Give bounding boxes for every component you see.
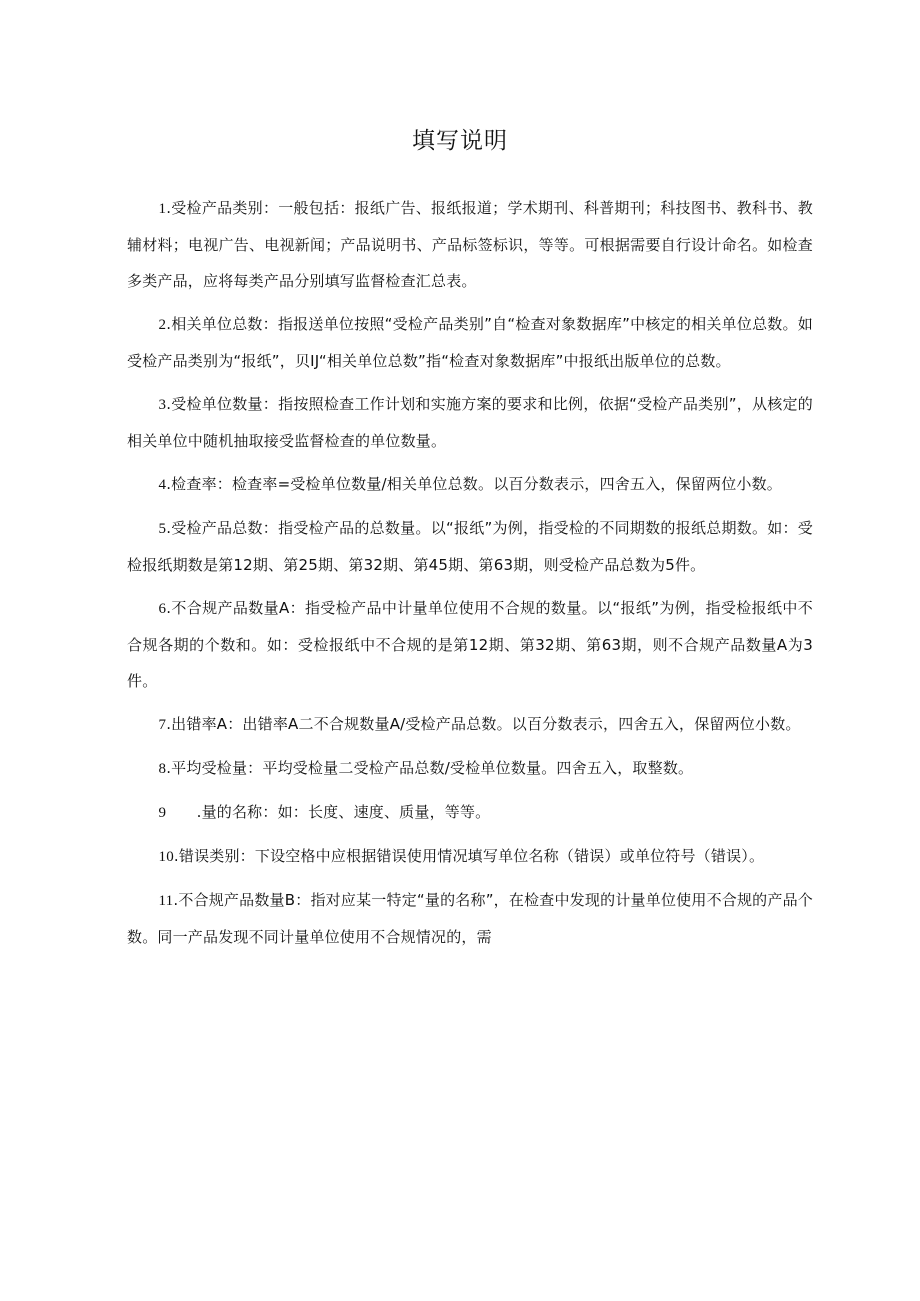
instruction-paragraph-3 xyxy=(127,386,813,459)
paragraph-text: .错误类别：下设空格中应根据错误使用情况填写单位名称（错误）或单位符号（错误）。 xyxy=(173,847,765,865)
paragraph-number: 2 xyxy=(158,317,167,333)
paragraph-number: 5 xyxy=(158,521,167,537)
paragraph-text: .平均受检量：平均受检量二受检产品总数/受检单位数量。四舍五入，取整数。 xyxy=(166,759,694,777)
paragraph-number: 1 xyxy=(158,201,167,217)
instruction-paragraph-2 xyxy=(127,306,813,379)
paragraph-text: .检查率：检查率=受检单位数量/相关单位总数。以百分数表示，四舍五入，保留两位小数。 xyxy=(166,475,782,493)
instruction-paragraph-7 xyxy=(127,706,813,743)
paragraph-text: .不合规产品数量B：指对应某一特定“量的名称”，在检查中发现的计量单位使用不合规的产品个数。同一产品发现不同计量单位使用不合规情况的，需 xyxy=(127,891,813,946)
instruction-paragraph-5 xyxy=(127,510,813,583)
paragraph-number: 3 xyxy=(158,397,167,413)
instruction-paragraph-9 xyxy=(127,794,813,831)
instructions-body xyxy=(127,190,813,962)
page-title: 填写说明 xyxy=(412,128,508,154)
instruction-paragraph-1 xyxy=(127,190,813,299)
paragraph-number: 8 xyxy=(158,761,167,777)
paragraph-text: .量的名称：如：长度、速度、质量，等等。 xyxy=(166,803,491,821)
paragraph-text: .受检产品总数：指受检产品的总数量。以“报纸”为例，指受检的不同期数的报纸总期数。如：受检报纸期数是第12期、第25期、第32期、第45期、第63期，则受检产品总数为5件。 xyxy=(127,519,813,574)
paragraph-number: 6 xyxy=(158,601,167,617)
paragraph-number: 9 xyxy=(158,805,167,821)
paragraph-text: .出错率A：出错率A二不合规数量A/受检产品总数。以百分数表示，四舍五入，保留两位小数。 xyxy=(166,715,801,733)
paragraph-text: .不合规产品数量A：指受检产品中计量单位使用不合规的数量。以“报纸”为例，指受检报纸中不合规各期的个数和。如：受检报纸中不合规的是第12期、第32期、第63期，则不合规产品数量A为3件。 xyxy=(127,599,813,690)
instruction-paragraph-4 xyxy=(127,466,813,503)
paragraph-number: 4 xyxy=(158,477,167,493)
paragraph-number: 7 xyxy=(158,717,167,733)
instruction-paragraph-8 xyxy=(127,750,813,787)
instruction-paragraph-10 xyxy=(127,838,813,875)
paragraph-number: 11 xyxy=(158,893,174,909)
instruction-paragraph-6 xyxy=(127,590,813,699)
paragraph-number: 10 xyxy=(158,849,174,865)
instruction-paragraph-11 xyxy=(127,882,813,955)
paragraph-text: .受检单位数量：指按照检查工作计划和实施方案的要求和比例，依据“受检产品类别”，从核定的相关单位中随机抽取接受监督检查的单位数量。 xyxy=(127,395,813,450)
paragraph-text: .受检产品类别：一般包括：报纸广告、报纸报道；学术期刊、科普期刊；科技图书、教科书、教辅材料；电视广告、电视新闻；产品说明书、产品标签标识，等等。可根据需要自行设计命名。如检查多类产品，应将每类产品分别填写监督检查汇总表。 xyxy=(127,199,813,290)
paragraph-text: .相关单位总数：指报送单位按照“受检产品类别”自“检查对象数据库”中核定的相关单位总数。如受检产品类别为“报纸”，贝IJ“相关单位总数”指“检查对象数据库”中报纸出版单位的总数。 xyxy=(127,315,813,370)
